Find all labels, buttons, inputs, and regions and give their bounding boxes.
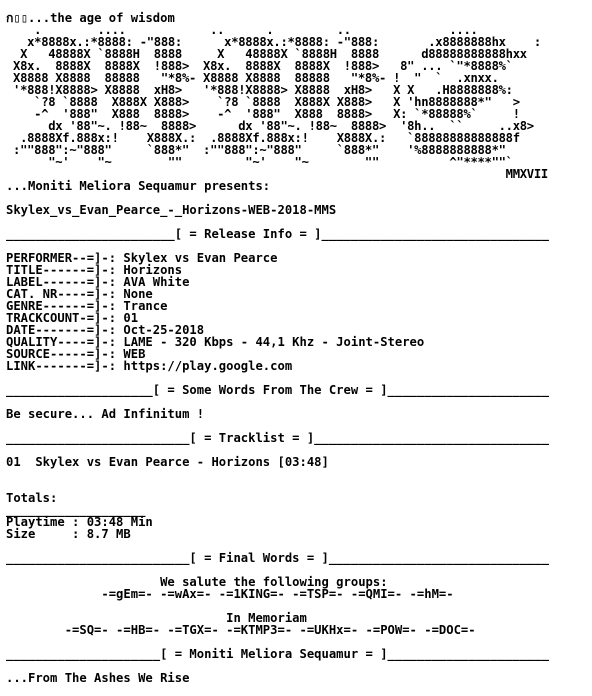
ascii-art-line: :""888":~"888" `888*" :""888":~"888" `888*" '%8888888888*": [6, 143, 506, 157]
nfo-text-line: ____________________[ = Some Words From The Crew = ]______________________: [6, 383, 549, 397]
nfo-text-line: LABEL------=]-: AVA White: [6, 275, 190, 289]
nfo-text-line: Playtime : 03:48 Min: [6, 515, 153, 529]
nfo-text-line: 01 Skylex vs Evan Pearce - Horizons [03:48]: [6, 455, 329, 469]
nfo-text-line: Size : 8.7 MB: [6, 527, 131, 541]
ascii-art-line: X8888 X8888 88888 "*8%- X8888 X8888 88888 "*8%- ! " ` .xnxx.: [6, 71, 499, 85]
nfo-text-line: DATE-------=]-: Oct-25-2018: [6, 323, 205, 337]
ascii-art-line: MMXVII: [6, 167, 548, 181]
ascii-art-line: . .... .. . .. ....: [6, 23, 478, 37]
nfo-text-line: [6, 468, 549, 480]
nfo-text-line: SOURCE-----=]-: WEB: [6, 347, 146, 361]
ascii-art-line: "~' "~ "" "~' "~ "" ^"****""`: [6, 155, 513, 169]
nfo-text-line: QUALITY----=]-: LAME - 320 Kbps - 44,1 Khz - Joint-Stereo: [6, 335, 425, 349]
nfo-text-line: LINK-------=]-: https://play.google.com: [6, 359, 293, 373]
ascii-art-line: -^ '888" X888 8888> -^ '888" X888 8888> X: `*88888%` !: [6, 107, 520, 121]
nfo-text-line: ...Moniti Meliora Sequamur presents:: [6, 179, 271, 193]
nfo-text-line: _________________________[ = Tracklist = ]________________________________: [6, 431, 549, 445]
nfo-text-line: -=SQ=- -=HB=- -=TGX=- -=KTMP3=- -=UKHx=- -=POW=- -=DOC=-: [6, 623, 476, 637]
ascii-art-line: X8x. 8888X 8888X !888> X8x. 8888X 8888X !888> 8" ... `"*8888%`: [6, 59, 513, 73]
ascii-art-line: '*888!X8888> X8888 xH8> '*888!X8888> X8888 xH8> X X .H8888888%:: [6, 83, 513, 97]
nfo-text-line: GENRE------=]-: Trance: [6, 299, 168, 313]
ascii-art-line: dx '88"~. !88~ 8888> dx '88"~. !88~ 8888> '8h.. `` ..x8>: [6, 119, 534, 133]
nfo-text-line: Be secure... Ad Infinitum !: [6, 407, 205, 421]
nfo-text-line: ...From The Ashes We Rise: [6, 671, 190, 685]
nfo-text-line: In Memoriam: [6, 611, 307, 625]
nfo-text-line: _______________________[ = Release Info = ]_______________________________: [6, 227, 549, 241]
nfo-text-line: -=gEm=- -=wAx=- -=1KING=- -=TSP=- -=QMI=- -=hM=-: [6, 587, 454, 601]
nfo-text-line: Totals:: [6, 491, 58, 505]
nfo-text-line: PERFORMER--=]-: Skylex vs Evan Pearce: [6, 251, 278, 265]
nfo-text-line: We salute the following groups:: [6, 575, 388, 589]
nfo-text-line: TRACKCOUNT-=]-: 01: [6, 311, 139, 325]
nfo-text-line: _____________________[ = Moniti Meliora Sequamur = ]______________________: [6, 647, 549, 661]
nfo-text-line: ___________________: [6, 503, 146, 517]
nfo-text-line: [6, 480, 549, 492]
nfo-text-line: Skylex_vs_Evan_Pearce_-_Horizons-WEB-2018-MMS: [6, 203, 337, 217]
ascii-art-line: `?8 `8888 X888X X888> `?8 `8888 X888X X888> X 'hn8888888*" >: [6, 95, 520, 109]
nfo-text-line: ก▯▯...the age of wisdom: [6, 11, 175, 25]
nfo-document: [6, 12, 549, 684]
nfo-text-line: CAT. NR----=]-: None: [6, 287, 153, 301]
ascii-art-line: X 48888X `8888H 8888 X 48888X `8888H 8888 d88888888888hxx: [6, 47, 527, 61]
nfo-text-line: _________________________[ = Final Words = ]______________________________: [6, 551, 549, 565]
ascii-art-line: x*8888x.:*8888: -"888: x*8888x.:*8888: -"888: .x8888888hx :: [6, 35, 541, 49]
nfo-text-line: TITLE------=]-: Horizons: [6, 263, 183, 277]
ascii-art-line: .8888Xf.888x:! X888X.: .8888Xf.888x:! X888X.: `88888888888888f: [6, 131, 520, 145]
